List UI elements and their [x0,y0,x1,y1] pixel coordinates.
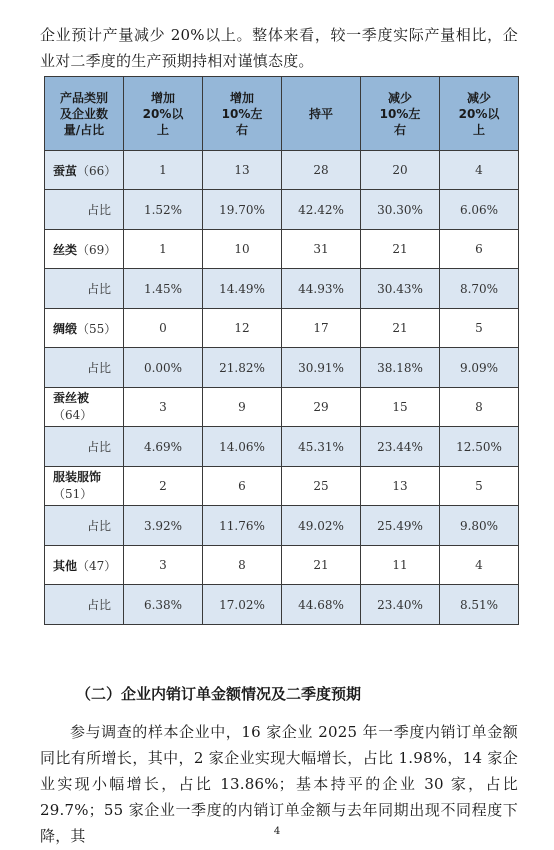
count-cell: 3 [124,546,203,585]
body-paragraph: 参与调查的样本企业中，16 家企业 2025 年一季度内销订单金额同比有所增长，其中，2 家企业实现大幅增长，占比 1.98%，14 家企业实现小幅增长，占比 13.86%；基本持平的企业 30 家，占比 29.7%；55 家企业一季度的内销订单金额与去年同期出现不同程度下降，其 [40,723,518,845]
share-cell: 4.69% [124,427,203,467]
share-cell: 1.52% [124,190,203,230]
count-cell: 12 [203,309,282,348]
count-cell: 6 [203,467,282,506]
count-cell: 4 [440,546,519,585]
share-cell: 30.43% [361,269,440,309]
share-cell: 49.02% [282,506,361,546]
share-label: 占比 [45,506,124,546]
share-label: 占比 [45,348,124,388]
count-cell: 3 [124,388,203,427]
production-forecast-table [44,76,519,625]
header-decrease-20: 减少 20%以上 [440,77,519,151]
table-row [45,427,519,467]
table-row [45,151,519,190]
share-cell: 1.45% [124,269,203,309]
count-cell: 10 [203,230,282,269]
table-row [45,348,519,388]
category-name: 绸缎 [53,321,78,336]
section-heading: （二）企业内销订单金额情况及二季度预期 [76,685,362,703]
table-row [45,269,519,309]
share-cell: 12.50% [440,427,519,467]
count-cell: 4 [440,151,519,190]
share-cell: 23.44% [361,427,440,467]
table-row [45,506,519,546]
share-cell: 19.70% [203,190,282,230]
table-header-row [45,77,519,151]
table-row [45,190,519,230]
category-count: （47） [77,558,117,573]
header-increase-10: 增加 10%左右 [203,77,282,151]
table-row [45,467,519,506]
count-cell: 17 [282,309,361,348]
share-cell: 9.80% [440,506,519,546]
count-cell: 29 [282,388,361,427]
share-cell: 21.82% [203,348,282,388]
count-cell: 15 [361,388,440,427]
share-cell: 38.18% [361,348,440,388]
share-cell: 6.06% [440,190,519,230]
category-name: 其他 [53,558,78,573]
count-cell: 9 [203,388,282,427]
count-cell: 20 [361,151,440,190]
count-cell: 1 [124,230,203,269]
count-cell: 5 [440,309,519,348]
share-cell: 3.92% [124,506,203,546]
table-row [45,388,519,427]
category-name: 丝类 [53,242,78,257]
share-cell: 0.00% [124,348,203,388]
header-increase-20: 增加 20%以上 [124,77,203,151]
share-cell: 9.09% [440,348,519,388]
category-count: （55） [77,321,117,336]
category-cell [45,546,124,585]
category-count: （69） [77,242,117,257]
header-category: 产品类别及企业数量/占比 [45,77,124,151]
share-cell: 42.42% [282,190,361,230]
category-cell [45,467,124,506]
category-name: 蚕丝被 [53,391,90,405]
intro-paragraph: 企业预计产量减少 20%以上。整体来看，较一季度实际产量相比，企业对二季度的生产预期持相对谨慎态度。 [40,26,518,70]
count-cell: 8 [203,546,282,585]
table-row [45,546,519,585]
category-count: （51） [53,487,93,501]
header-decrease-10: 减少 10%左右 [361,77,440,151]
category-name: 服装服饰 [53,470,102,484]
table-row [45,585,519,625]
count-cell: 5 [440,467,519,506]
share-cell: 30.30% [361,190,440,230]
share-cell: 6.38% [124,585,203,625]
share-cell: 23.40% [361,585,440,625]
share-cell: 44.68% [282,585,361,625]
count-cell: 8 [440,388,519,427]
table-row [45,230,519,269]
share-cell: 30.91% [282,348,361,388]
count-cell: 13 [203,151,282,190]
count-cell: 6 [440,230,519,269]
category-count: （66） [77,163,117,178]
count-cell: 25 [282,467,361,506]
count-cell: 21 [361,309,440,348]
count-cell: 21 [282,546,361,585]
count-cell: 21 [361,230,440,269]
count-cell: 31 [282,230,361,269]
share-cell: 14.49% [203,269,282,309]
header-flat: 持平 [282,77,361,151]
share-label: 占比 [45,427,124,467]
category-cell [45,230,124,269]
share-cell: 8.70% [440,269,519,309]
share-label: 占比 [45,269,124,309]
share-cell: 17.02% [203,585,282,625]
page-number: 4 [273,826,281,837]
share-label: 占比 [45,190,124,230]
share-cell: 45.31% [282,427,361,467]
count-cell: 13 [361,467,440,506]
count-cell: 1 [124,151,203,190]
category-name: 蚕茧 [53,163,78,178]
category-count: （64） [53,408,93,422]
share-label: 占比 [45,585,124,625]
category-cell [45,309,124,348]
count-cell: 0 [124,309,203,348]
category-cell [45,388,124,427]
count-cell: 2 [124,467,203,506]
share-cell: 44.93% [282,269,361,309]
count-cell: 28 [282,151,361,190]
table-row [45,309,519,348]
share-cell: 11.76% [203,506,282,546]
share-cell: 8.51% [440,585,519,625]
count-cell: 11 [361,546,440,585]
share-cell: 14.06% [203,427,282,467]
category-cell [45,151,124,190]
share-cell: 25.49% [361,506,440,546]
